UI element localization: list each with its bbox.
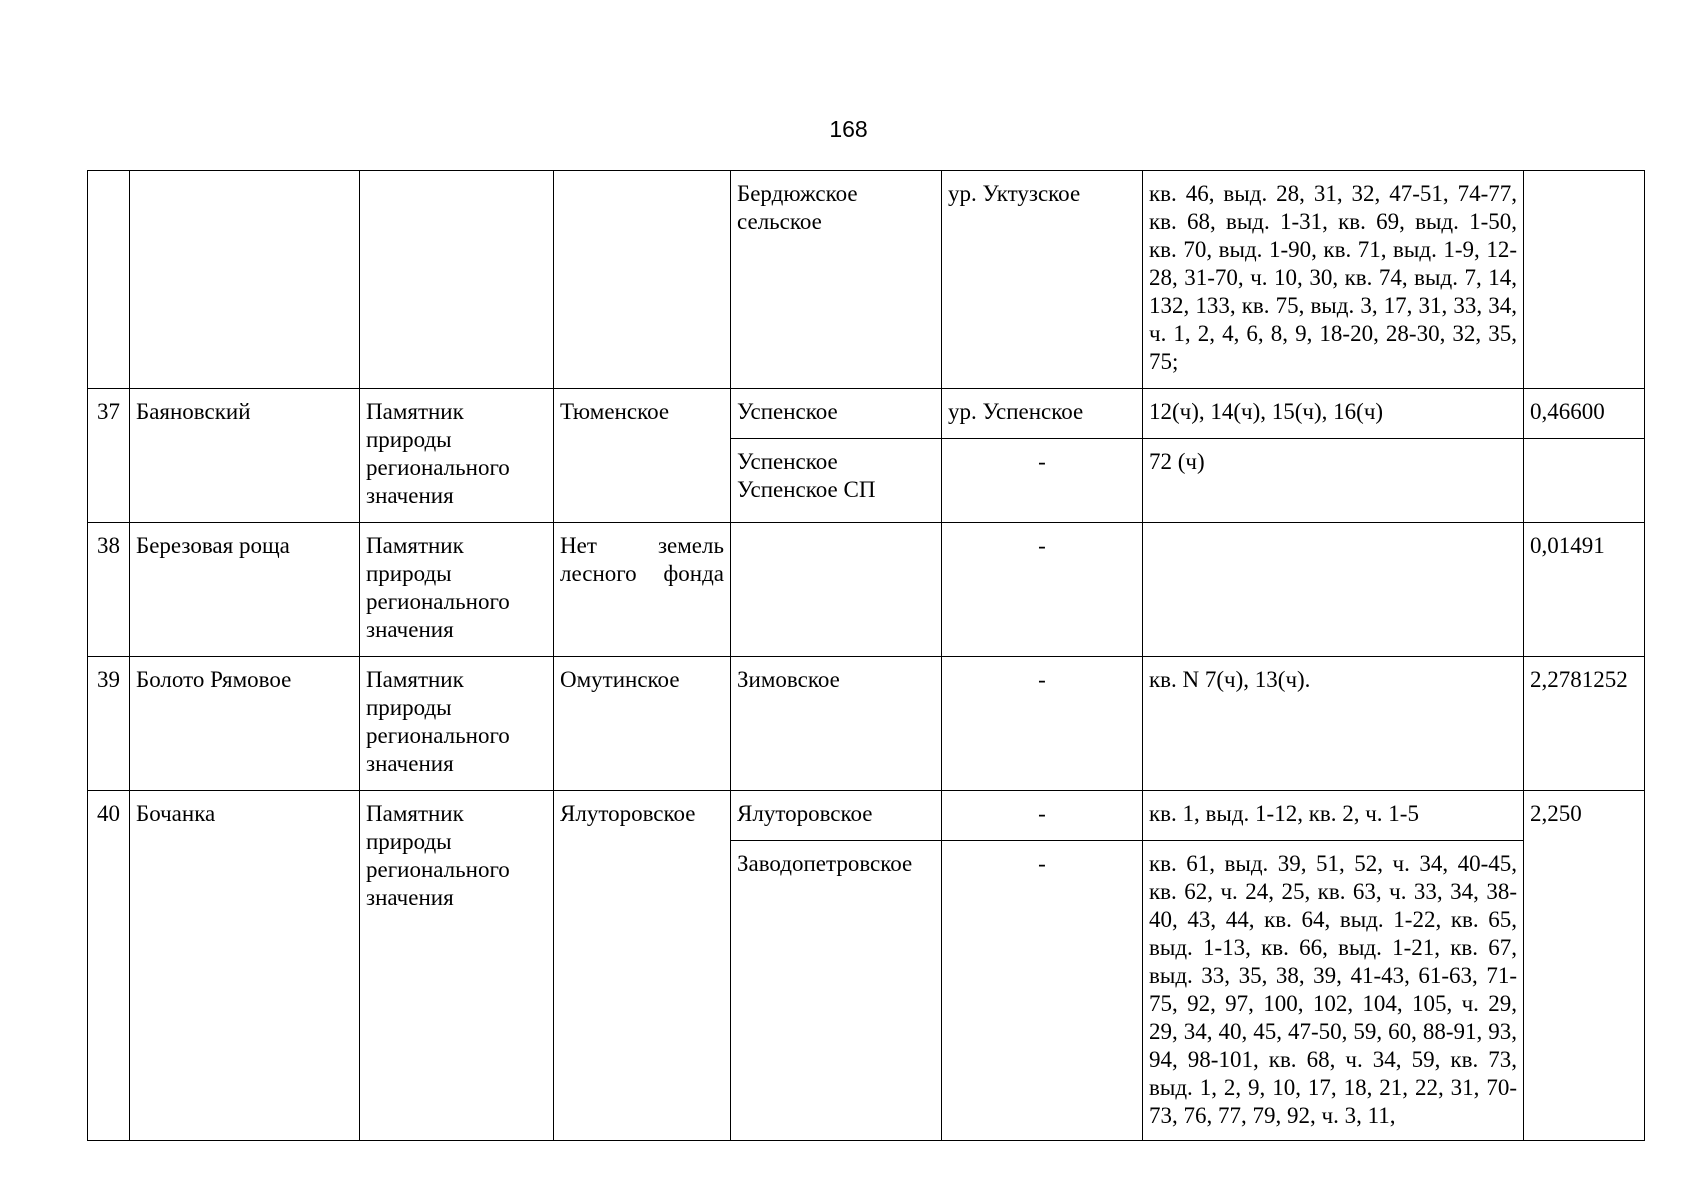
- cell-locality: Заводопетровское: [731, 841, 942, 1141]
- page-number: 168: [829, 116, 868, 142]
- cell-forestry: [554, 171, 731, 389]
- cell-num: 40: [88, 791, 130, 1141]
- cell-name: [130, 171, 360, 389]
- table-row: [88, 657, 1645, 791]
- cell-num: 37: [88, 389, 130, 523]
- cell-tract: -: [942, 841, 1143, 1141]
- cell-locality: Зимовское: [731, 657, 942, 791]
- table-row: [88, 791, 1645, 841]
- cell-name: Бочанка: [130, 791, 360, 1141]
- cell-tract: -: [942, 439, 1143, 523]
- cell-category: [360, 171, 554, 389]
- cell-quarters: 72 (ч): [1143, 439, 1524, 523]
- cell-forestry: Ялуторовское: [554, 791, 731, 1141]
- cell-num: 38: [88, 523, 130, 657]
- cell-category: Памятник природы регионального значения: [360, 791, 554, 1141]
- cell-tract: -: [942, 657, 1143, 791]
- cell-area: [1524, 171, 1645, 389]
- cell-area: 2,2781252: [1524, 657, 1645, 791]
- protected-areas-table: [87, 170, 1645, 1141]
- cell-quarters: кв. 46, выд. 28, 31, 32, 47-51, 74-77, кв. 68, выд. 1-31, кв. 69, выд. 1-50, кв. 70, выд. 1-90, кв. 71, выд. 1-9, 12-28, 31-70, ч. 10, 30, кв. 74, выд. 7, 14, 132, 133, кв. 75, выд. 3, 17, 31, 33, 34, ч. 1, 2, 4, 6, 8, 9, 18-20, 28-30, 32, 35, 75;: [1143, 171, 1524, 389]
- cell-category: Памятник природы регионального значения: [360, 389, 554, 523]
- cell-quarters: 12(ч), 14(ч), 15(ч), 16(ч): [1143, 389, 1524, 439]
- cell-num: [88, 171, 130, 389]
- cell-forestry: Нет земель лесного фонда: [554, 523, 731, 657]
- cell-forestry: Тюменское: [554, 389, 731, 523]
- table-row: [88, 523, 1645, 657]
- cell-tract: ур. Успенское: [942, 389, 1143, 439]
- cell-tract: -: [942, 523, 1143, 657]
- cell-area: 0,46600: [1524, 389, 1645, 439]
- cell-quarters: кв. N 7(ч), 13(ч).: [1143, 657, 1524, 791]
- cell-area: [1524, 439, 1645, 523]
- cell-name: Болото Рямовое: [130, 657, 360, 791]
- cell-quarters: кв. 1, выд. 1-12, кв. 2, ч. 1-5: [1143, 791, 1524, 841]
- cell-locality: Успенское Успенское СП: [731, 439, 942, 523]
- cell-category: Памятник природы регионального значения: [360, 657, 554, 791]
- table-row: [88, 171, 1645, 389]
- cell-tract: -: [942, 791, 1143, 841]
- cell-tract: ур. Уктузское: [942, 171, 1143, 389]
- cell-locality: Бердюжское сельское: [731, 171, 942, 389]
- cell-quarters: [1143, 523, 1524, 657]
- cell-quarters: кв. 61, выд. 39, 51, 52, ч. 34, 40-45, кв. 62, ч. 24, 25, кв. 63, ч. 33, 34, 38-40, 43, 44, кв. 64, выд. 1-22, кв. 65, выд. 1-13, кв. 66, выд. 1-21, кв. 67, выд. 33, 35, 38, 39, 41-43, 61-63, 71-75, 92, 97, 100, 102, 104, 105, ч. 29, 29, 34, 40, 45, 47-50, 59, 60, 88-91, 93, 94, 98-101, кв. 68, ч. 34, 59, кв. 73, выд. 1, 2, 9, 10, 17, 18, 21, 22, 31, 70-73, 76, 77, 79, 92, ч. 3, 11,: [1143, 841, 1524, 1141]
- cell-locality: Ялуторовское: [731, 791, 942, 841]
- table-row: [88, 389, 1645, 439]
- cell-category: Памятник природы регионального значения: [360, 523, 554, 657]
- cell-locality: Успенское: [731, 389, 942, 439]
- cell-area: 2,250: [1524, 791, 1645, 1141]
- cell-name: Баяновский: [130, 389, 360, 523]
- cell-locality: [731, 523, 942, 657]
- cell-forestry: Омутинское: [554, 657, 731, 791]
- cell-area: 0,01491: [1524, 523, 1645, 657]
- cell-name: Березовая роща: [130, 523, 360, 657]
- cell-num: 39: [88, 657, 130, 791]
